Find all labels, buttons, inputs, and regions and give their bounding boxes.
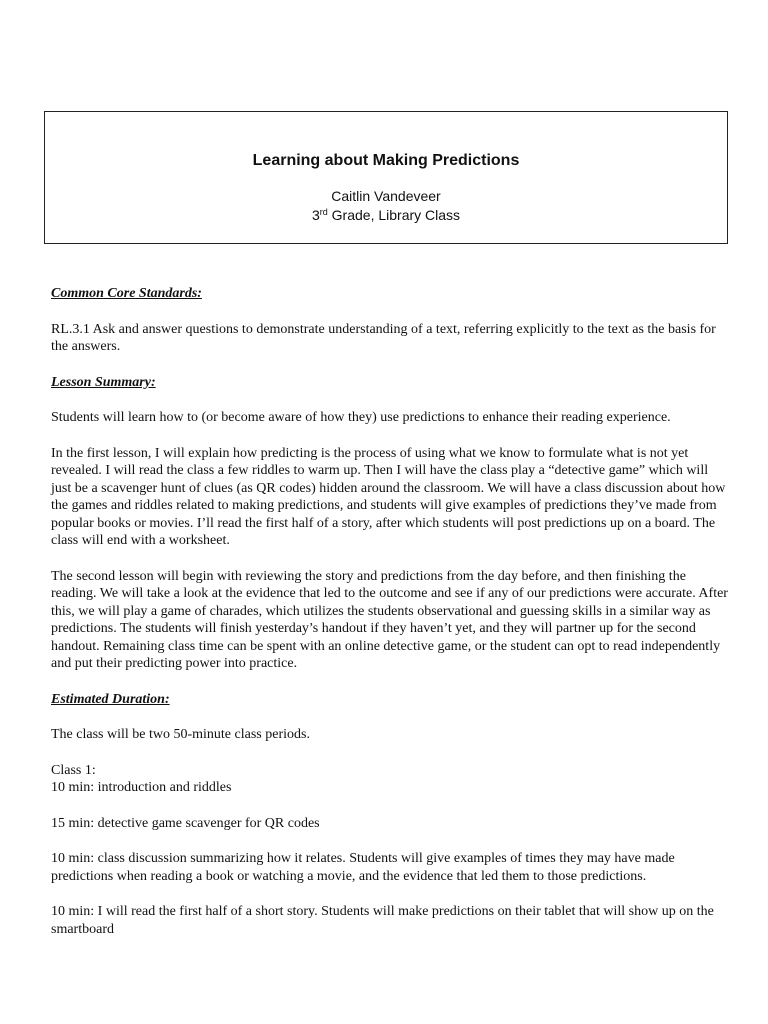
duration-heading: Estimated Duration: [51,691,170,707]
grade-line [45,207,727,223]
standards-text: RL.3.1 Ask and answer questions to demonstrate understanding of a text, referring explicitly to the text as the basis for the answers. [51,321,716,354]
grade-rest: Grade, Library Class [327,207,461,223]
grade-number: 3 [311,207,320,223]
grade-suffix: rd [319,207,328,217]
duration-intro: The class will be two 50-minute class periods. [51,727,310,742]
schedule-item-4: 10 min: I will read the first half of a short story. Students will make predictions on their tablet that will show up on the smartboard [51,904,714,937]
schedule-item-3: 10 min: class discussion summarizing how it relates. Students will give examples of times they may have made predictions when reading a book or watching a movie, and the evidence that led them to those predictions. [51,851,675,884]
schedule-item-2: 15 min: detective game scavenger for QR codes [51,815,320,831]
author-name: Caitlin Vandeveer [331,188,441,204]
document-title: Learning about Making Predictions [252,152,520,169]
summary-paragraph-2: In the first lesson, I will explain how predicting is the process of using what we know to formulate what is not yet revealed. I will read the class a few riddles to warm up. Then I will have the class play a “detective game” which will just be a scavenger hunt of clues (as QR codes) hidden around the classroom. We will have a class discussion about how the games and riddles related to making predictions, and students will give examples of predictions they’ve made from popular books or movies. I’ll read the first half of a story, after which students will post predictions up on a board. The class will end with a worksheet. [51,445,726,548]
summary-heading: Lesson Summary: [51,374,156,390]
class-label: Class 1: [51,762,96,778]
summary-paragraph-3: The second lesson will begin with reviewing the story and predictions from the day before, and then finishing the reading. We will take a look at the evidence that led to the outcome and see if any of our predictions were accurate. After this, we will play a game of charades, which utilizes the students observational and guessing skills in a similar way as predictions. The students will finish yesterday’s handout if they haven’t yet, and they will partner up for the second handout. Remaining class time can be spent with an online detective game, or the student can opt to read independently and put their predicting power into practice. [51,568,728,671]
standards-heading: Common Core Standards: [51,286,202,301]
schedule-item-1: 10 min: introduction and riddles [51,780,232,795]
title-box [44,111,728,244]
document-body [51,285,731,956]
summary-paragraph-1: Students will learn how to (or become aware of how they) use predictions to enhance their reading experience. [51,410,671,425]
